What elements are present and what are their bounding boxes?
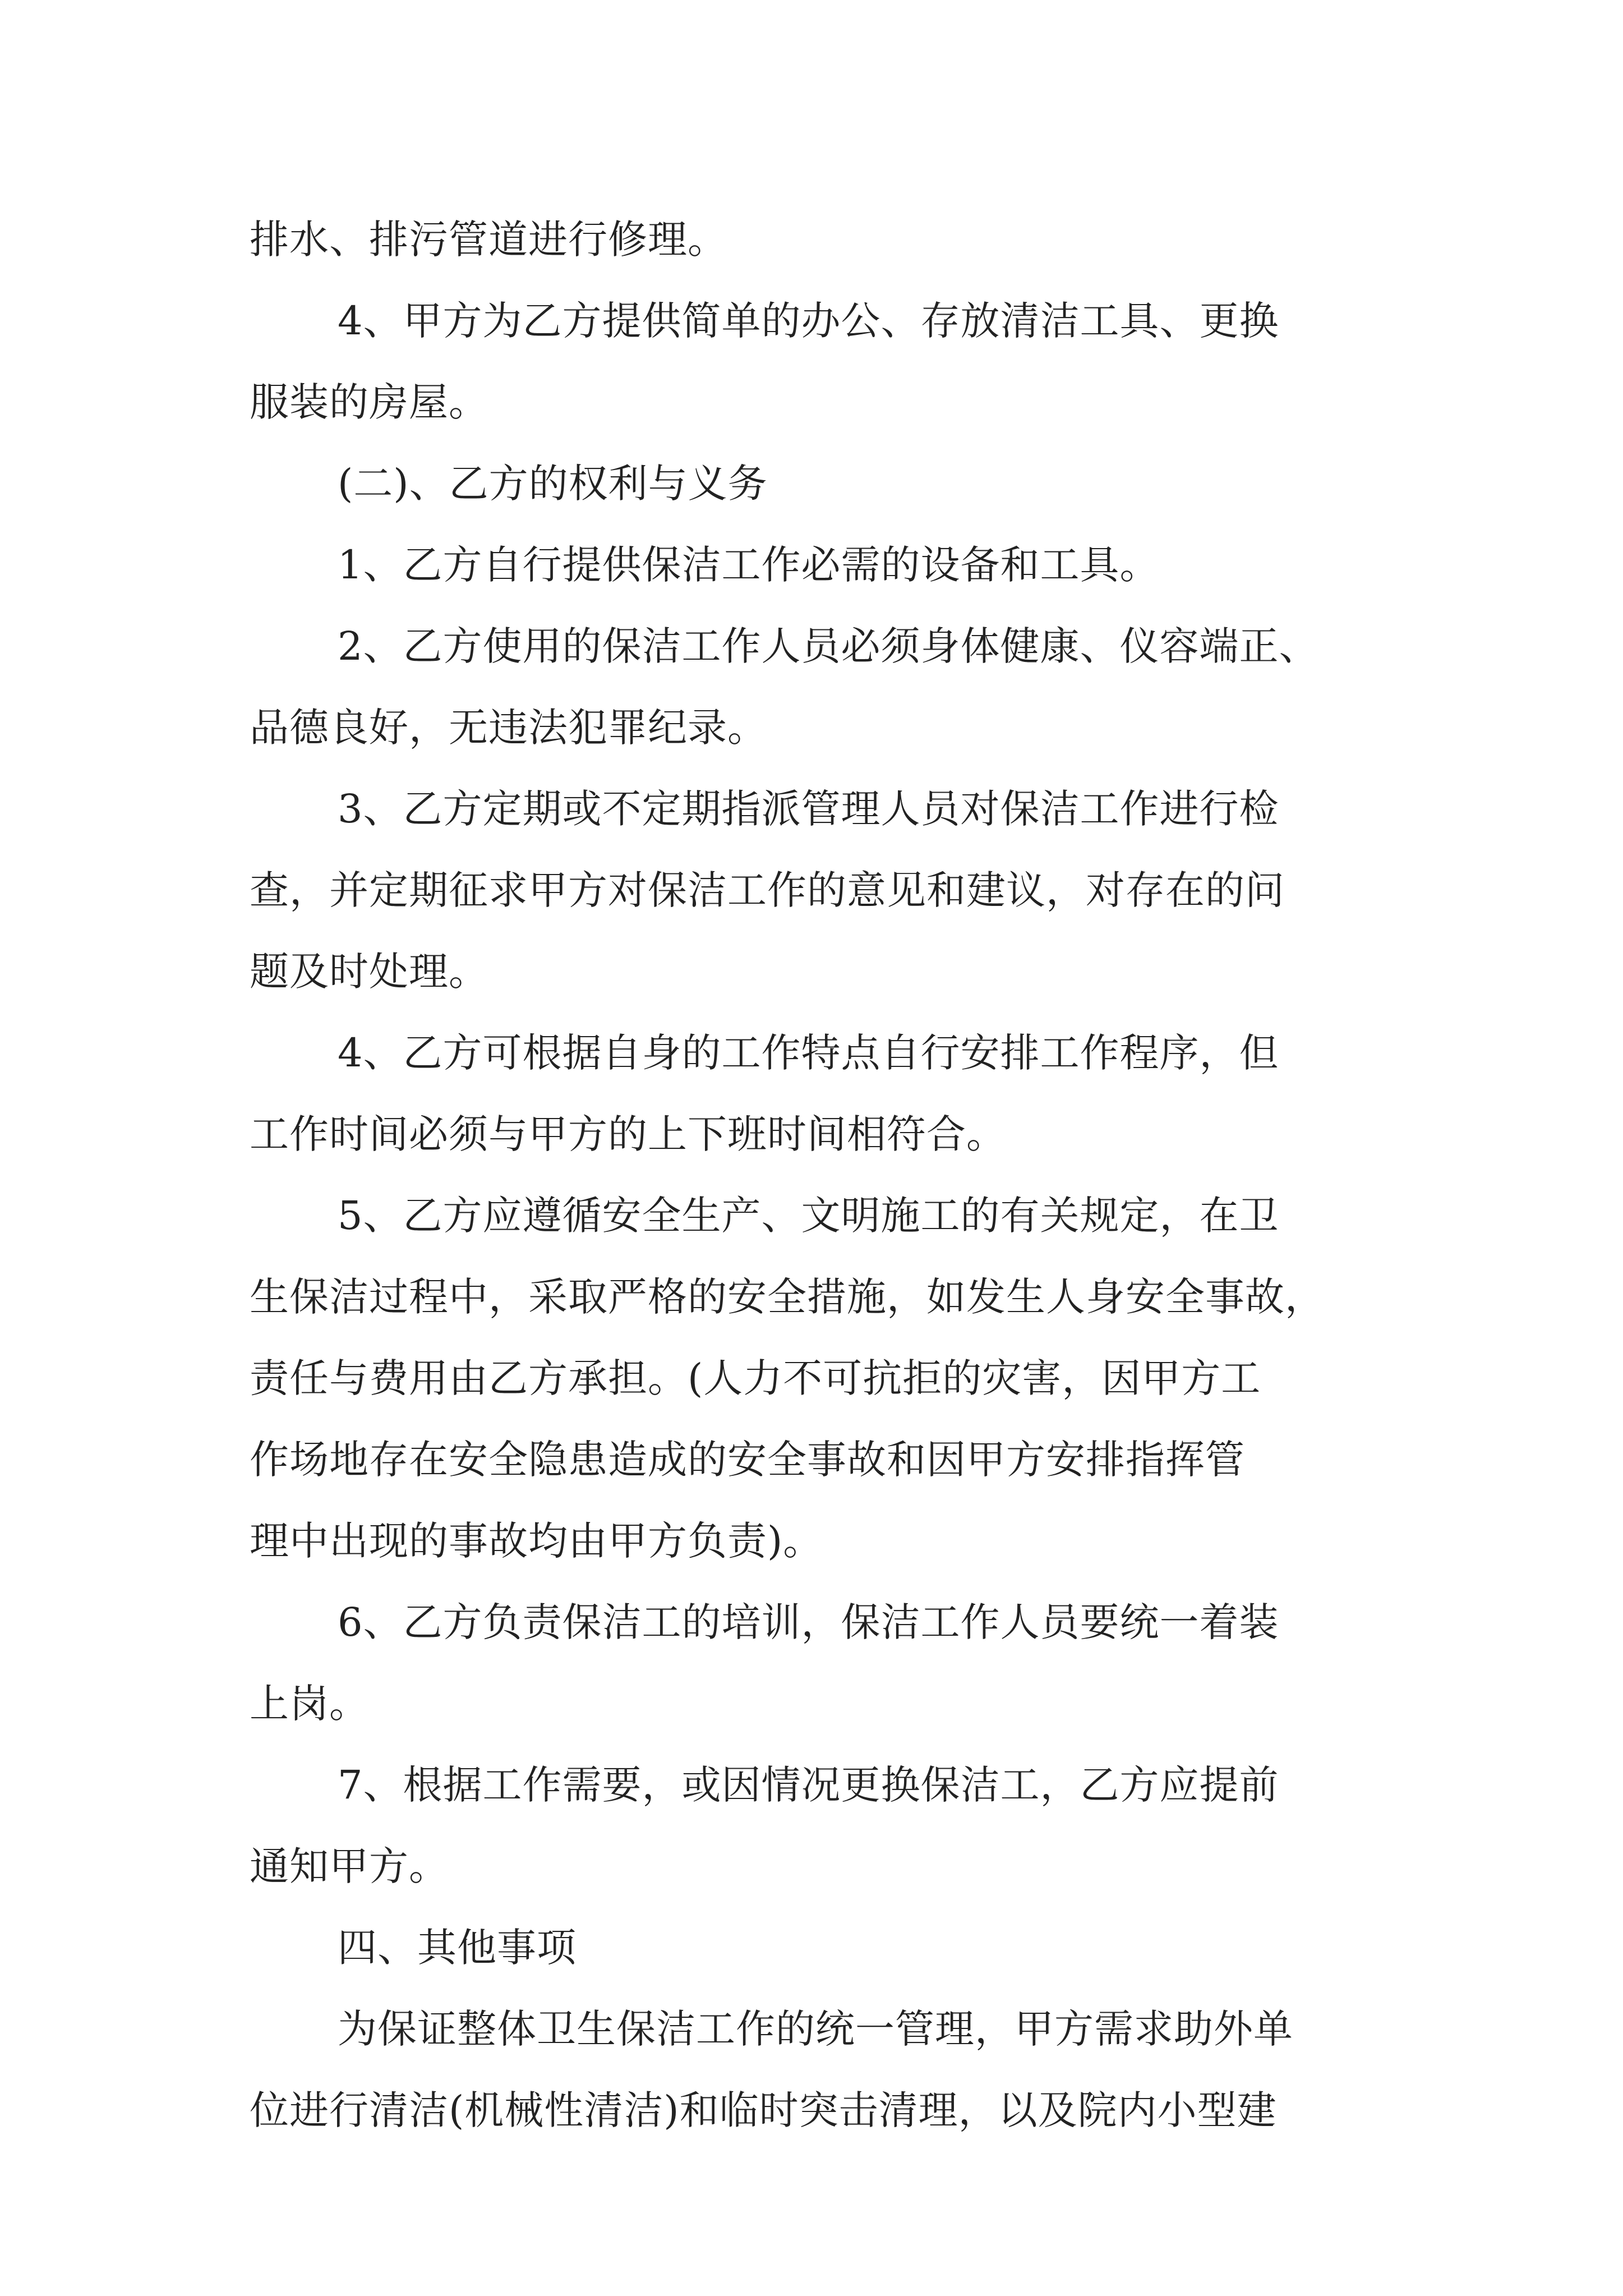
text-line-item-4: 4、乙方可根据自身的工作特点自行安排工作程序，但 (338, 1030, 1279, 1076)
text-line-continuation: 生保洁过程中，采取严格的安全措施，如发生人身安全事故， (250, 1274, 1325, 1320)
text-line-item-2: 2、乙方使用的保洁工作人员必须身体健康、仪容端正、 (338, 623, 1319, 669)
text-line-continuation: 服装的房屋。 (250, 379, 488, 425)
text-line-continuation: 工作时间必须与甲方的上下班时间相符合。 (250, 1111, 1006, 1157)
text-line-continuation: 题及时处理。 (250, 949, 488, 995)
text-line-continuation: 位进行清洁(机械性清洁)和临时突击清理，以及院内小型建 (250, 2087, 1277, 2133)
text-line-item-5: 5、乙方应遵循安全生产、文明施工的有关规定，在卫 (338, 1193, 1279, 1239)
section-heading-other-matters: 四、其他事项 (338, 1925, 577, 1971)
text-line-continuation: 上岗。 (250, 1681, 369, 1727)
text-line-continuation: 查，并定期征求甲方对保洁工作的意见和建议，对存在的问 (250, 867, 1285, 913)
text-line-continuation: 排水、排污管道进行修理。 (250, 217, 727, 263)
section-heading-party-b-rights: (二)、乙方的权利与义务 (338, 461, 768, 507)
text-line-continuation: 品德良好，无违法犯罪纪录。 (250, 705, 767, 751)
text-line-item-6: 6、乙方负责保洁工的培训，保洁工作人员要统一着装 (338, 1599, 1279, 1645)
text-line-continuation: 理中出现的事故均由甲方负责)。 (250, 1518, 823, 1564)
text-line-item-4: 4、甲方为乙方提供简单的办公、存放清洁工具、更换 (338, 298, 1279, 344)
text-line-item-7: 7、根据工作需要，或因情况更换保洁工，乙方应提前 (338, 1762, 1279, 1808)
text-line-item-1: 1、乙方自行提供保洁工作必需的设备和工具。 (338, 542, 1160, 588)
text-line-item-3: 3、乙方定期或不定期指派管理人员对保洁工作进行检 (338, 786, 1279, 832)
text-line-paragraph: 为保证整体卫生保洁工作的统一管理，甲方需求助外单 (338, 2006, 1293, 2052)
text-line-continuation: 作场地存在安全隐患造成的安全事故和因甲方安排指挥管 (250, 1437, 1245, 1483)
text-line-continuation: 通知甲方。 (250, 1843, 449, 1889)
text-line-continuation: 责任与费用由乙方承担。(人力不可抗拒的灾害，因甲方工 (250, 1355, 1261, 1401)
